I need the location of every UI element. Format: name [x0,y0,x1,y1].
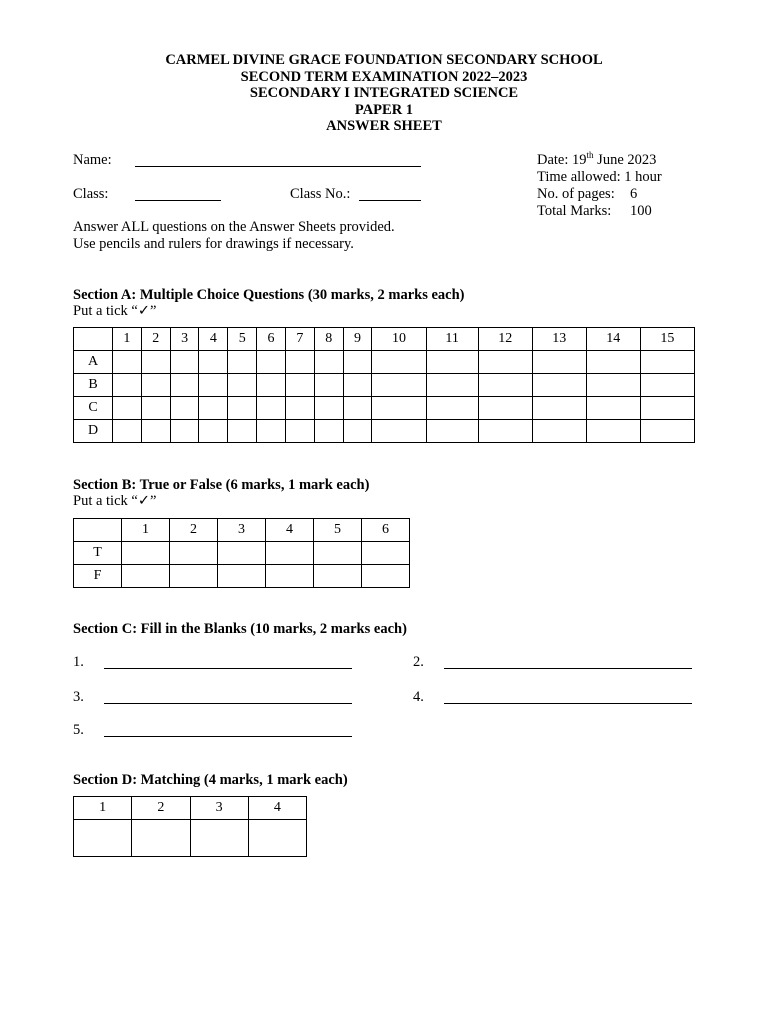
answer-cell[interactable] [640,351,694,374]
answer-cell[interactable] [199,374,228,397]
answer-cell[interactable] [285,351,314,374]
answer-cell[interactable] [199,351,228,374]
pages-value: 6 [630,186,638,202]
answer-cell[interactable] [141,374,170,397]
column-header: 15 [640,328,694,351]
column-header: 8 [314,328,343,351]
column-header: 4 [199,328,228,351]
answer-cell[interactable] [314,397,343,420]
answer-cell[interactable] [266,565,314,588]
answer-cell[interactable] [199,397,228,420]
blank-line-3[interactable] [104,703,352,704]
answer-cell[interactable] [478,420,532,443]
column-header: 12 [478,328,532,351]
class-label: Class: [73,186,109,202]
column-header: 2 [141,328,170,351]
date-prefix: Date: 19 [537,152,587,168]
answer-cell[interactable] [640,397,694,420]
row-label: C [74,397,113,420]
row-label: D [74,420,113,443]
answer-row [74,820,307,857]
answer-cell[interactable] [586,351,640,374]
answer-cell[interactable] [218,542,266,565]
school-name: CARMEL DIVINE GRACE FOUNDATION SECONDARY SCHOOL [165,52,603,68]
answer-cell[interactable] [362,542,410,565]
answer-cell[interactable] [141,420,170,443]
answer-cell[interactable] [532,351,586,374]
answer-cell[interactable] [372,374,426,397]
column-header: 11 [426,328,478,351]
section-b-hint: Put a tick “✓” [73,493,157,509]
column-header: 13 [532,328,586,351]
answer-cell[interactable] [141,397,170,420]
answer-cell[interactable] [248,820,306,857]
column-header: 3 [190,797,248,820]
answer-cell[interactable] [532,397,586,420]
answer-cell[interactable] [532,420,586,443]
answer-cell[interactable] [586,374,640,397]
answer-cell[interactable] [372,397,426,420]
total-marks-value: 100 [630,203,652,219]
column-header: 2 [170,519,218,542]
section-a-answer-grid [73,327,695,443]
column-header: 3 [170,328,199,351]
answer-cell[interactable] [314,351,343,374]
instruction-line-1: Answer ALL questions on the Answer Sheets provided. [73,219,395,235]
answer-row [74,351,695,374]
answer-cell[interactable] [228,397,257,420]
blank-line-4[interactable] [444,703,692,704]
exam-term: SECOND TERM EXAMINATION 2022–2023 [240,68,528,85]
instruction-line-2: Use pencils and rulers for drawings if necessary. [73,236,354,252]
pages-label: No. of pages: [537,186,615,202]
column-header: 5 [314,519,362,542]
grid-corner-cell [74,328,113,351]
class-no-label: Class No.: [290,186,351,202]
blank-number-2: 2. [413,654,424,670]
answer-cell[interactable] [586,420,640,443]
answer-cell[interactable] [640,420,694,443]
column-header: 4 [266,519,314,542]
answer-cell[interactable] [426,420,478,443]
answer-cell[interactable] [257,397,286,420]
column-header: 6 [362,519,410,542]
answer-cell[interactable] [343,397,372,420]
exam-date [537,152,656,169]
time-allowed: Time allowed: 1 hour [537,169,662,185]
answer-cell[interactable] [170,542,218,565]
answer-cell[interactable] [113,351,142,374]
answer-cell[interactable] [343,420,372,443]
column-header: 1 [74,797,132,820]
answer-cell[interactable] [478,397,532,420]
blank-number-4: 4. [413,689,424,705]
answer-cell[interactable] [285,374,314,397]
row-label: T [74,542,122,565]
answer-cell[interactable] [228,351,257,374]
answer-row [74,542,410,565]
section-b-title: Section B: True or False (6 marks, 1 mark each) [73,477,370,493]
class-no-field[interactable] [359,200,421,201]
section-a-hint: Put a tick “✓” [73,303,157,319]
column-header: 7 [285,328,314,351]
row-label: A [74,351,113,374]
column-header: 6 [257,328,286,351]
total-marks-label: Total Marks: [537,203,612,219]
answer-cell[interactable] [122,542,170,565]
answer-cell[interactable] [314,374,343,397]
row-label: B [74,374,113,397]
answer-cell[interactable] [199,420,228,443]
answer-cell[interactable] [170,351,199,374]
column-header: 14 [586,328,640,351]
answer-cell[interactable] [257,351,286,374]
answer-cell[interactable] [170,565,218,588]
section-a-title: Section A: Multiple Choice Questions (30 marks, 2 marks each) [73,287,465,303]
answer-cell[interactable] [257,374,286,397]
answer-cell[interactable] [343,351,372,374]
blank-number-5: 5. [73,722,84,738]
date-suffix: June 2023 [593,152,657,168]
column-header: 10 [372,328,426,351]
column-header: 2 [132,797,190,820]
answer-cell[interactable] [426,397,478,420]
answer-cell[interactable] [372,351,426,374]
column-header: 9 [343,328,372,351]
answer-cell[interactable] [228,374,257,397]
date-sup: th [586,150,594,161]
answer-row [74,565,410,588]
section-b-answer-grid [73,518,410,588]
answer-cell[interactable] [532,374,586,397]
blank-number-3: 3. [73,689,84,705]
answer-cell[interactable] [122,565,170,588]
section-d-title: Section D: Matching (4 marks, 1 mark each) [73,772,348,788]
answer-cell[interactable] [141,351,170,374]
column-header: 3 [218,519,266,542]
answer-cell[interactable] [640,374,694,397]
answer-cell[interactable] [426,351,478,374]
answer-cell[interactable] [426,374,478,397]
name-label: Name: [73,152,112,168]
answer-row [74,420,695,443]
answer-cell[interactable] [132,820,190,857]
sheet-title: ANSWER SHEET [326,118,442,134]
answer-cell[interactable] [314,565,362,588]
answer-cell[interactable] [113,397,142,420]
answer-cell[interactable] [314,420,343,443]
row-label: F [74,565,122,588]
answer-cell[interactable] [343,374,372,397]
answer-cell[interactable] [478,374,532,397]
answer-cell[interactable] [314,542,362,565]
blank-line-5[interactable] [104,736,352,737]
column-header: 1 [122,519,170,542]
section-d-answer-grid [73,796,307,857]
answer-cell[interactable] [266,542,314,565]
paper-number: PAPER 1 [354,101,414,118]
answer-cell[interactable] [228,420,257,443]
answer-cell[interactable] [170,374,199,397]
subject: SECONDARY I INTEGRATED SCIENCE [249,85,519,101]
answer-cell[interactable] [170,420,199,443]
answer-row [74,397,695,420]
column-header: 5 [228,328,257,351]
column-header: 4 [248,797,306,820]
answer-cell[interactable] [190,820,248,857]
blank-line-2[interactable] [444,668,692,669]
answer-cell[interactable] [372,420,426,443]
section-c-title: Section C: Fill in the Blanks (10 marks, 2 marks each) [73,621,407,637]
blank-line-1[interactable] [104,668,352,669]
answer-cell[interactable] [586,397,640,420]
class-field[interactable] [135,200,221,201]
answer-cell[interactable] [478,351,532,374]
answer-cell[interactable] [218,565,266,588]
answer-cell[interactable] [285,397,314,420]
blank-number-1: 1. [73,654,84,670]
name-field[interactable] [135,166,421,167]
answer-cell[interactable] [257,420,286,443]
answer-cell[interactable] [113,374,142,397]
document-header [0,52,768,135]
answer-cell[interactable] [285,420,314,443]
answer-cell[interactable] [113,420,142,443]
answer-cell[interactable] [74,820,132,857]
column-header: 1 [113,328,142,351]
answer-cell[interactable] [170,397,199,420]
grid-corner-cell [74,519,122,542]
answer-cell[interactable] [362,565,410,588]
answer-row [74,374,695,397]
